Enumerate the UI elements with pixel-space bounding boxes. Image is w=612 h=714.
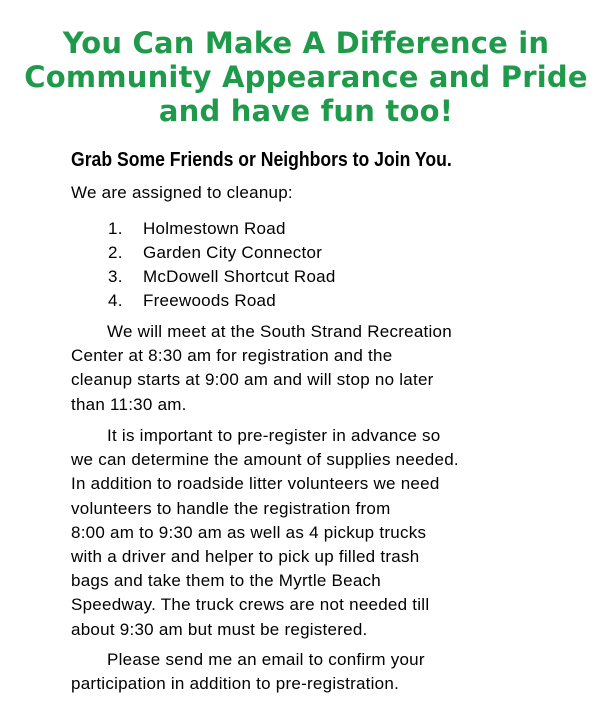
- paragraph-line: than 11:30 am.: [71, 394, 187, 414]
- road-list-item: [108, 289, 336, 313]
- email-paragraph: [71, 648, 531, 696]
- road-number: 2.: [108, 243, 123, 262]
- road-number: 3.: [108, 267, 123, 286]
- road-number: 1.: [108, 219, 123, 238]
- paragraph-line: Speedway. The truck crews are not needed till: [71, 595, 430, 615]
- paragraph-line: 8:00 am to 9:30 am as well as 4 pickup trucks: [71, 522, 427, 542]
- paragraph-line: Center at 8:30 am for registration and the: [71, 346, 393, 366]
- road-list-item: [108, 217, 336, 241]
- road-name: McDowell Shortcut Road: [143, 267, 336, 286]
- registration-paragraph: [71, 424, 531, 642]
- paragraph-line: with a driver and helper to pick up filled trash: [71, 547, 420, 567]
- intro-text: We are assigned to cleanup:: [71, 183, 293, 202]
- road-number: 4.: [108, 291, 123, 310]
- paragraph-line: In addition to roadside litter volunteers we need: [71, 474, 440, 494]
- headline-line-3: and have fun too!: [158, 94, 454, 128]
- paragraph-line: participation in addition to pre-registration.: [71, 674, 400, 694]
- road-name: Holmestown Road: [143, 219, 286, 238]
- road-list-item: [108, 265, 336, 289]
- paragraph-line: volunteers to handle the registration from: [71, 498, 391, 518]
- meeting-paragraph: [71, 320, 531, 417]
- road-name: Freewoods Road: [143, 291, 276, 310]
- road-list-item: [108, 241, 336, 265]
- paragraph-line: It is important to pre-register in advance so: [107, 426, 441, 445]
- headline: [0, 26, 612, 128]
- paragraph-line: cleanup starts at 9:00 am and will stop no later: [71, 370, 434, 390]
- headline-line-1: You Can Make A Difference in: [62, 26, 550, 60]
- subhead: Grab Some Friends or Neighbors to Join You.: [71, 149, 452, 171]
- paragraph-line: about 9:30 am but must be registered.: [71, 619, 368, 639]
- road-name: Garden City Connector: [143, 243, 323, 262]
- paragraph-line: we can determine the amount of supplies needed.: [71, 450, 459, 470]
- paragraph-line: bags and take them to the Myrtle Beach: [71, 571, 382, 591]
- headline-line-2: Community Appearance and Pride: [24, 60, 588, 94]
- paragraph-line: We will meet at the South Strand Recreation: [107, 322, 452, 341]
- road-list: [108, 217, 336, 313]
- paragraph-line: Please send me an email to confirm your: [107, 650, 425, 669]
